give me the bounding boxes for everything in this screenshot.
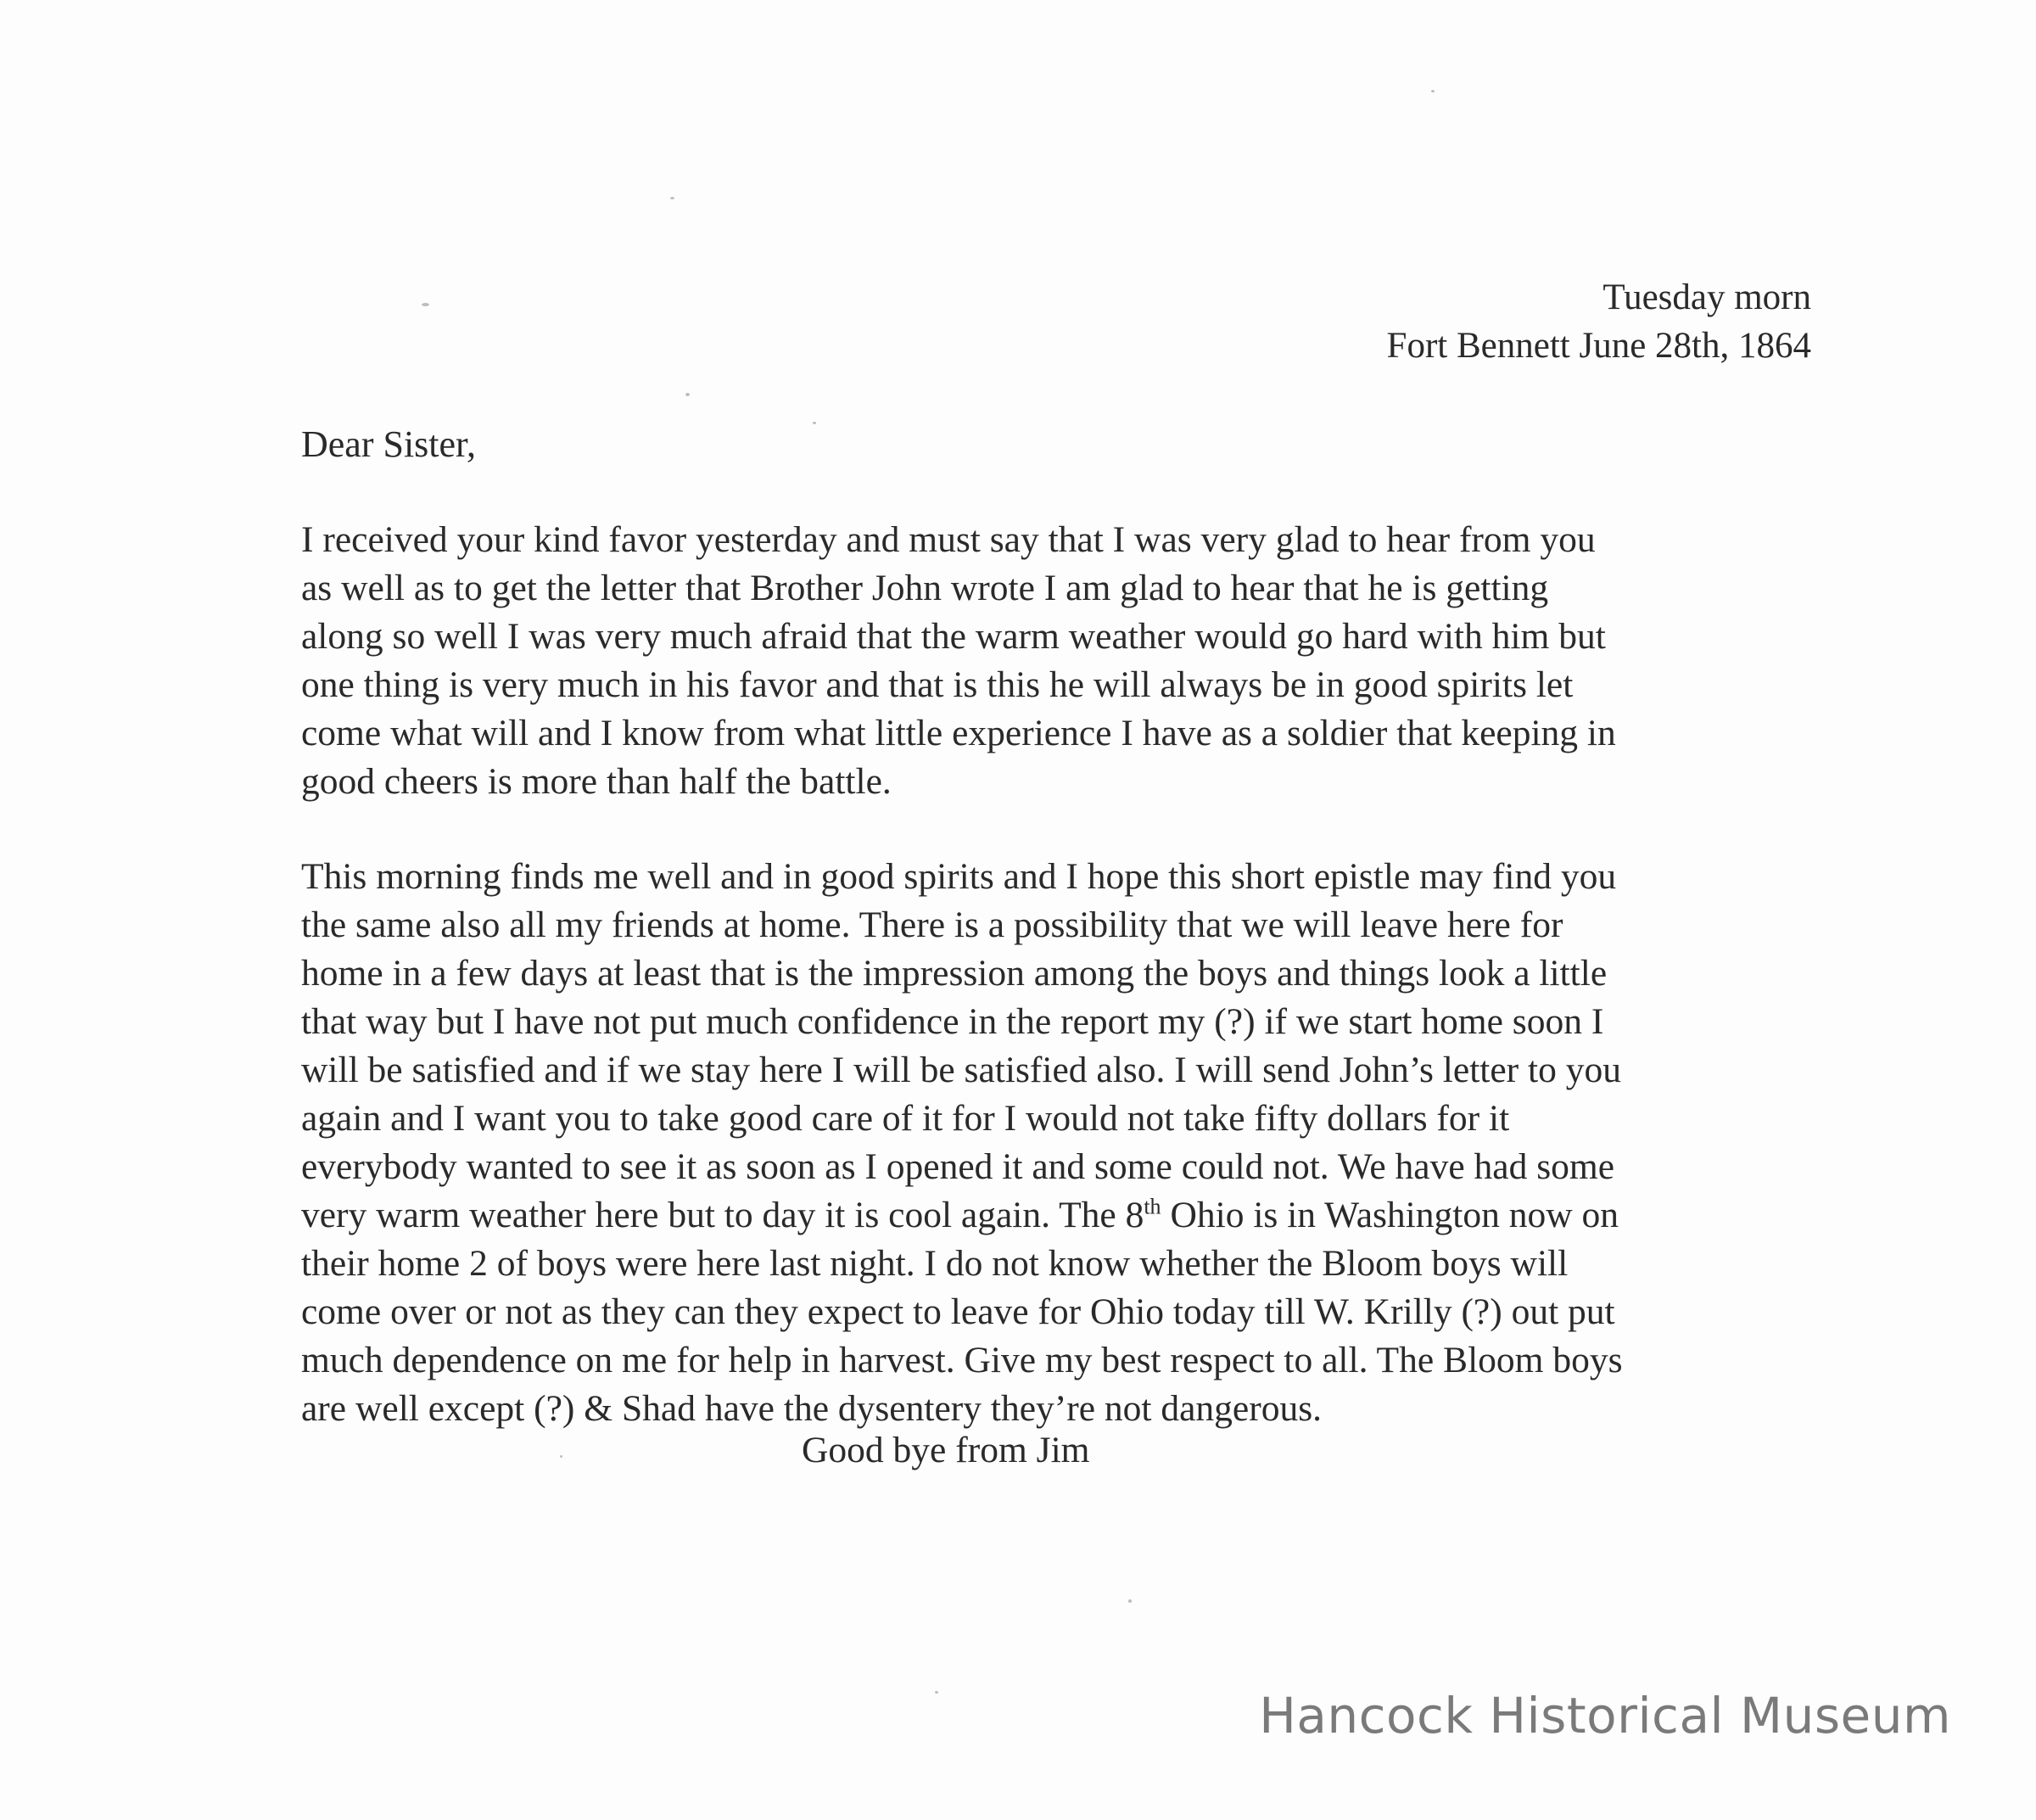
text-line: This morning finds me well and in good spirits and I hope this short epistle may find you [301,856,1617,897]
closing-signature: Good bye from Jim [802,1430,1090,1470]
ordinal-superscript: th [1144,1194,1161,1219]
header-place-date: Fort Bennett June 28th, 1864 [1386,326,1811,366]
text-line: are well except (?) & Shad have the dysentery they’re not dangerous. [301,1388,1323,1429]
scan-speck [1431,90,1435,92]
text-line: good cheers is more than half the battle. [301,761,892,802]
scan-speck [935,1691,938,1694]
text-line: the same also all my friends at home. There is a possibility that we will leave here for [301,904,1563,945]
scan-speck [560,1455,562,1458]
text-line: one thing is very much in his favor and that is this he will always be in good spirits let [301,664,1574,705]
text-line: much dependence on me for help in harvest. Give my best respect to all. The Bloom boys [301,1340,1623,1380]
text-line: that way but I have not put much confidence in the report my (?) if we start home soon I [301,1001,1604,1042]
scan-speck [670,197,674,199]
paragraph-1 [301,516,1828,806]
text-line: along so well I was very much afraid that the warm weather would go hard with him but [301,616,1606,657]
text-line-ohio [301,1191,1828,1240]
salutation: Dear Sister, [301,423,476,465]
text-line: will be satisfied and if we stay here I will be satisfied also. I will send John’s letter to you [301,1050,1621,1090]
text-line: come over or not as they can they expect to leave for Ohio today till W. Krilly (?) out put [301,1291,1615,1332]
paragraph-2 [301,853,1828,1433]
text-line: I received your kind favor yesterday and must say that I was very glad to hear from you [301,519,1596,560]
text-line: home in a few days at least that is the impression among the boys and things look a little [301,953,1608,994]
museum-watermark: Hancock Historical Museum [1259,1687,1951,1744]
text-line: as well as to get the letter that Brother John wrote I am glad to hear that he is getting [301,568,1549,608]
text-line: their home 2 of boys were here last night. I do not know whether the Bloom boys will [301,1243,1569,1284]
text-line: everybody wanted to see it as soon as I opened it and some could not. We have had some [301,1146,1615,1187]
scan-speck [685,393,690,396]
text-line: again and I want you to take good care of it for I would not take fifty dollars for it [301,1098,1510,1139]
letter-header [1387,273,1811,370]
text-line: come what will and I know from what little experience I have as a soldier that keeping in [301,713,1616,753]
scan-speck [813,422,816,424]
ohio-line-start: very warm weather here but to day it is cool again. The 8 [301,1195,1144,1235]
header-day: Tuesday morn [1603,277,1811,317]
scan-speck [1128,1599,1132,1603]
scan-speck [422,303,429,306]
ohio-line-end: Ohio is in Washington now on [1161,1195,1619,1235]
